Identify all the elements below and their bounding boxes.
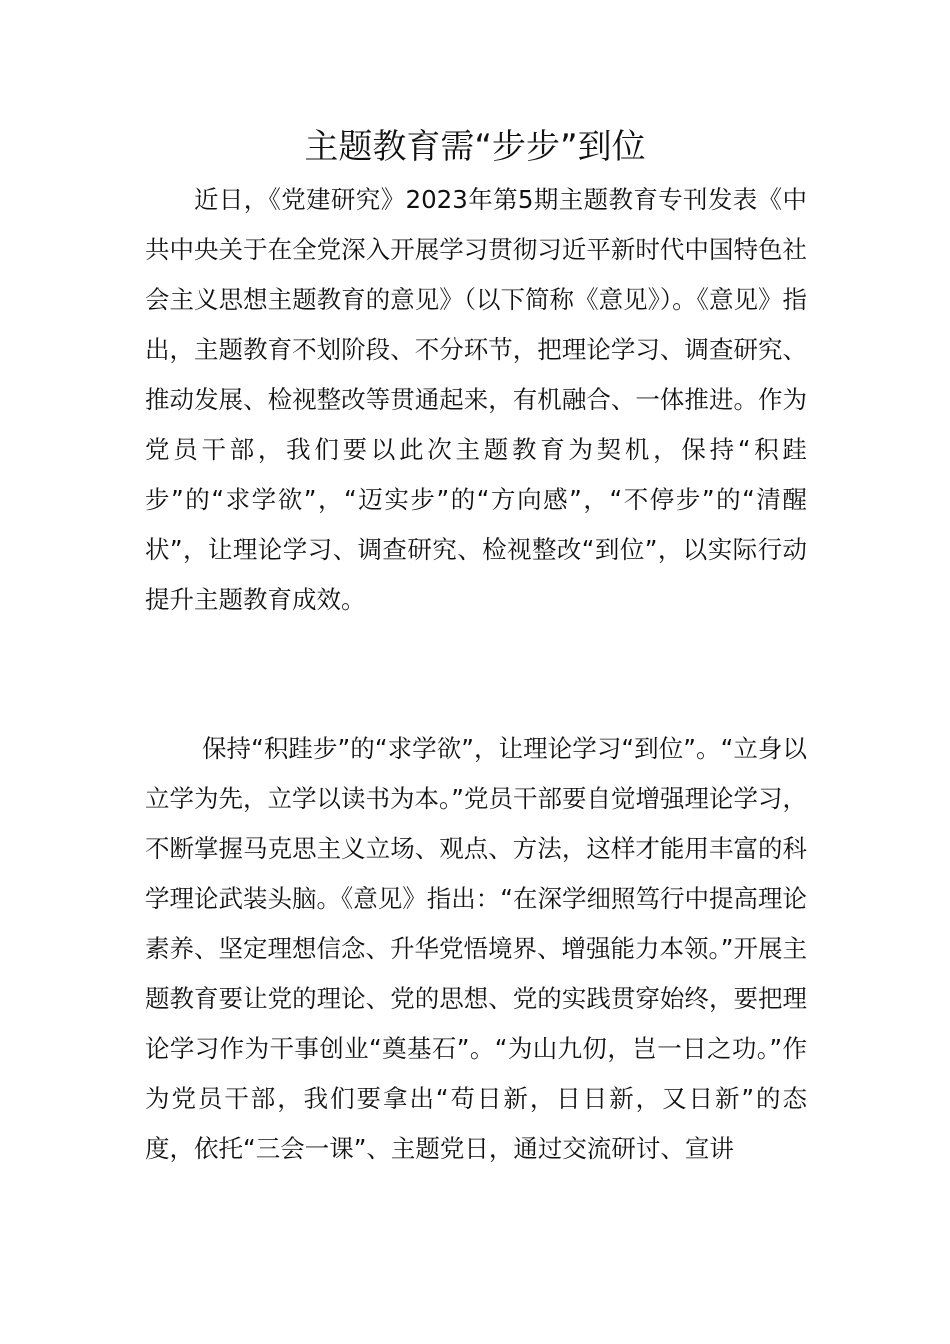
paragraph-theory-study: 保持“积跬步”的“求学欲”，让理论学习“到位”。“立身以立学为先，立学以读书为本。”党员干部要自觉增强理论学习，不断掌握马克思主义立场、观点、方法，这样才能用丰富的科学理论武装头脑。《意见》指出：“在深学细照笃行中提高理论素养、坚定理想信念、升华党悟境界、增强能力本领。”开展主题教育要让党的理论、党的思想、党的实践贯穿始终，要把理论学习作为干事创业“奠基石”。“为山九仞，岂一日之功。”作为党员干部，我们要拿出“苟日新，日日新，又日新”的态度，依托“三会一课”、主题党日，通过交流研讨、宣讲 [145, 734, 807, 1163]
paragraph-intro: 近日，《党建研究》2023年第5期主题教育专刊发表《中共中央关于在全党深入开展学习贯彻习近平新时代中国特色社会主义思想主题教育的意见》（以下简称《意见》）。《意见》指出，主题教育不划阶段、不分环节，把理论学习、调查研究、推动发展、检视整改等贯通起来，有机融合、一体推进。作为党员干部，我们要以此次主题教育为契机，保持“积跬步”的“求学欲”，“迈实步”的“方向感”，“不停步”的“清醒状”，让理论学习、调查研究、检视整改“到位”，以实际行动提升主题教育成效。 [145, 185, 807, 614]
document-title: 主题教育需“步步”到位 [304, 127, 646, 167]
